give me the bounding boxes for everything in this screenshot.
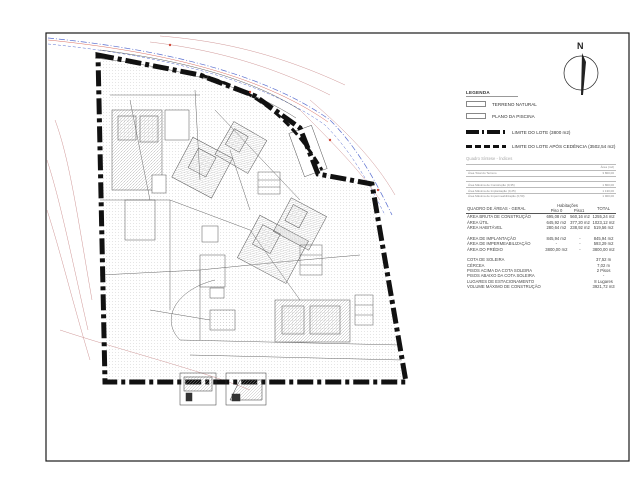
legend-item-pool-plane [466,112,535,120]
qa-total: 8 Lugares [594,278,613,284]
qs-value: 1 900,00 [583,193,616,198]
qa-piso0: 645,92 m2 [546,219,567,225]
legend-title: LEGENDA [466,90,518,97]
qa-label: LUGARES DE ESTACIONAMENTO [467,278,535,284]
qa-total: 3800,00 m2 [592,246,615,252]
qa-piso1: 377,20 m2 [570,219,590,225]
qa-piso1: - [579,241,581,247]
legend-item-label: TERRENO NATURAL [492,101,537,107]
col-piso0: Piso 0 [550,208,563,213]
qa-label: ÁREA ÚTIL [467,219,489,225]
qa-piso1: 238,92 m2 [570,224,590,230]
qa-total: 3921,72 m3 [592,284,615,290]
legend-item-label: LIMITE DO LOTE (3800 m2) [512,129,571,135]
qa-total: - [602,273,605,279]
qa-piso1: - [579,235,581,241]
col-habitacoes [544,203,591,214]
qa-piso0: 845,94 m2 [546,235,567,241]
qa-piso0 [544,284,569,289]
north-label: N [577,41,584,51]
qa-piso1 [569,284,591,289]
legend-swatch-pool [466,113,486,119]
quadro-sintese-title: Quadro Síntese - Índices [466,156,513,161]
legend-item-label: PLANO DA PISCINA [492,113,535,119]
legend-item-natural-terrain [466,100,537,108]
qa-label: PISOS ACIMA DA COTA SOLEIRA [467,268,533,274]
quadro-areas-title: QUADRO DE ÁREAS - GERAL [466,203,544,214]
north-arrow [564,53,598,95]
qa-label: PISOS ABAIXO DA COTA SOLEIRA [467,273,535,279]
qa-total: 845,94 m2 [593,235,614,241]
col-piso1: Piso1 [573,208,585,213]
legend-swatch-terrain [466,101,486,107]
qa-label: CÉRCEA [467,262,485,268]
qa-piso1: - [579,246,581,252]
qs-value: Área (m2) [583,165,616,171]
qa-total: 1023,12 m2 [592,219,615,225]
qa-total: 593,29 m2 [593,241,614,247]
quadro-areas-table [466,203,616,289]
legend-item-label: LIMITE DO LOTE APÓS CEDÊNCIA (3502,54 m2) [512,143,616,149]
qs-value: 3 800,00 [583,170,616,176]
quadro-sintese-row [466,193,616,198]
qa-total: 2 Pisos [596,268,611,274]
quadro-sintese-table [466,164,616,199]
col-total: TOTAL [591,203,616,214]
legend-item-lot-limit [466,128,570,136]
qa-label: ÁREA DE IMPERMEABILIZAÇÃO [467,241,531,247]
qa-piso0: - [555,241,558,247]
qa-piso1: 560,16 m2 [570,214,590,220]
qa-piso0: 280,64 m2 [546,224,567,230]
qs-value: 1 130,00 [583,188,616,194]
legend-panel [466,90,626,149]
legend-line-lot-after-cession [466,145,506,148]
qs-label: Área Máxima de Construção (0,35) [466,182,583,188]
qa-total: 519,56 m2 [593,224,614,230]
qa-total: 1255,24 m2 [592,214,615,220]
lot-terrain [98,55,406,380]
qa-label: ÁREA BRUTA DE CONSTRUÇÃO [467,214,531,220]
qa-label: ÁREA DO PRÉDIO [467,246,503,252]
qa-total: 37,52 m [596,257,612,263]
qa-piso0: 3800,00 m2 [545,246,568,252]
qa-label: VOLUME MÁXIMO DE CONSTRUÇÃO [467,284,541,290]
col-habitacoes-label: Habitações [557,203,579,208]
qs-label: Área Máxima de Impermeabilização (0,50) [466,193,583,198]
qs-label: Área Total do Terreno [466,170,583,176]
qs-label: Área Máxima de Implantação (0,25) [466,188,583,194]
qa-total: 7,02 m [597,262,610,268]
qa-label: ÁREA HABITÁVEL [467,224,503,230]
qa-label: ÁREA DE IMPLANTAÇÃO [467,235,517,241]
legend-line-lot-limit [466,130,506,134]
legend-item-lot-limit-after-cession [466,142,615,150]
qa-piso0: 695,08 m2 [546,214,567,220]
quadro-areas-row [466,284,616,289]
qs-value: 1 800,00 [583,182,616,188]
qa-label: COTA DE SOLEIRA [467,257,505,263]
